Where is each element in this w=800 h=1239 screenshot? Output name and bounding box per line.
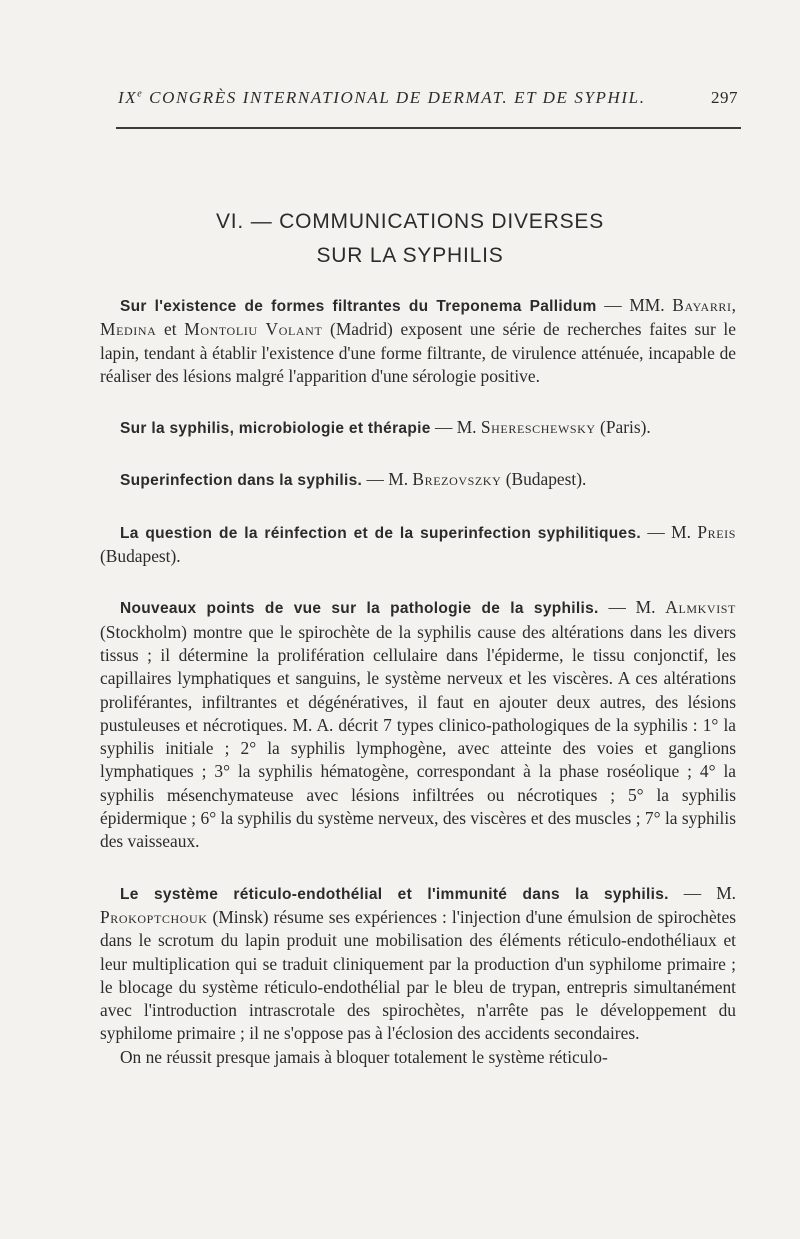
- separator: — M.: [640, 521, 698, 542]
- paragraph-heading: Superinfection dans la syphilis.: [120, 472, 363, 490]
- author-name: Brezovszky: [412, 469, 502, 490]
- author-name: Prokoptchouk: [100, 906, 208, 927]
- paragraph-text: (Paris).: [595, 417, 651, 438]
- paragraph-filtrantes: [100, 294, 736, 388]
- separator: — MM.: [596, 295, 673, 315]
- page-number: 297: [711, 88, 738, 107]
- section-title-line-1: VI. — COMMUNICATIONS DIVERSES: [215, 210, 604, 233]
- paragraph-superinfection: [100, 468, 736, 492]
- paragraph-heading: Sur la syphilis, microbiologie et thérapie: [120, 420, 431, 438]
- paragraph-reinfection: [100, 521, 736, 569]
- running-title: CONGRÈS INTERNATIONAL DE DERMAT. ET DE SYPHIL.: [143, 88, 646, 107]
- paragraph-text: On ne réussit presque jamais à bloquer totalement le système réticulo-: [120, 1046, 608, 1067]
- paragraph-heading: Nouveaux points de vue sur la pathologie de la syphilis.: [120, 600, 599, 618]
- separator: — M.: [430, 417, 481, 438]
- section-title-line-2: SUR LA SYPHILIS: [316, 244, 504, 267]
- paragraph-heading: Le système réticulo-endothélial et l'immunité dans la syphilis.: [120, 885, 669, 903]
- separator: — M.: [598, 597, 666, 618]
- connector: et: [156, 319, 185, 340]
- section-title: [100, 205, 720, 273]
- author-name: Bayarri: [672, 295, 732, 315]
- running-title-sup: e: [137, 88, 144, 100]
- paragraph-text: (Stockholm) montre que le spirochète de la syphilis cause des altérations dans les divers tissus ; il détermine la prolifération cellulaire dans l'épiderme, le tissu conjonctif, les capillaires lymphatiques et sanguins, le système nerveux et les viscères. A ces altérations proliférantes, infiltrantes et dégénératives, il faut en ajouter deux autres, des lésions pustuleuses et nécrotiques. M. A. décrit 7 types clinico-pathologiques de la syphilis : 1° la syphilis initiale ; 2° la syphilis lymphogène, avec atteinte des voies et ganglions lymphatiques ; 3° la syphilis hématogène, correspondant à la phase roséolique ; 4° la syphilis mésenchymateuse avec lésions infiltrées ou nécrotiques ; 5° la syphilis épidermique ; 6° la syphilis du système nerveux, des viscères et des muscles ; 7° la syphilis des vaisseaux.: [100, 621, 736, 852]
- separator: — M.: [668, 882, 736, 903]
- body-text: [100, 294, 736, 1069]
- author-name: Almkvist: [665, 597, 736, 618]
- paragraph-text: (Budapest).: [100, 546, 181, 567]
- paragraph-heading: Sur l'existence de formes filtrantes du Treponema Pallidum: [120, 298, 597, 315]
- paragraph-heading: La question de la réinfection et de la superinfection syphilitiques.: [120, 524, 641, 542]
- author-name: Medina: [100, 319, 157, 340]
- paragraph-microbiologie: [100, 416, 736, 440]
- author-name: Shereschewsky: [480, 417, 596, 438]
- connector: ,: [731, 295, 736, 315]
- paragraph-text: (Minsk) résume ses expériences : l'injection d'une émulsion de spirochètes dans le scrotum du lapin produit une mobilisation des éléments réticulo-endothéliaux et leur multiplication qui se traduit cliniquement par la production d'un syphilome primaire ; le blocage du système réticulo-endothélial par le bleu de trypan, entrepris simultanément avec l'introduction intrascrotale des spirochètes, n'arrête pas le développement du syphilome primaire ; il ne s'oppose pas à l'éclosion des accidents secondaires.: [100, 906, 736, 1044]
- running-title-pre: IX: [118, 88, 138, 107]
- separator: — M.: [362, 469, 413, 490]
- paragraph-continuation: [100, 1046, 736, 1069]
- author-name: Montoliu Volant: [184, 319, 323, 340]
- running-header: [118, 88, 738, 108]
- paragraph-reticulo: [100, 882, 736, 1046]
- paragraph-pathologie: [100, 596, 736, 853]
- author-name: Preis: [697, 521, 736, 542]
- paragraph-text: (Budapest).: [501, 469, 587, 490]
- paragraph-text: (Madrid) exposent une série de recherches faites sur le lapin, tendant à établir l'existence d'une forme filtrante, de virulence atténuée, incapable de réaliser des lésions malgré l'apparition d'une sérologie positive.: [100, 319, 736, 386]
- header-rule: [116, 127, 741, 129]
